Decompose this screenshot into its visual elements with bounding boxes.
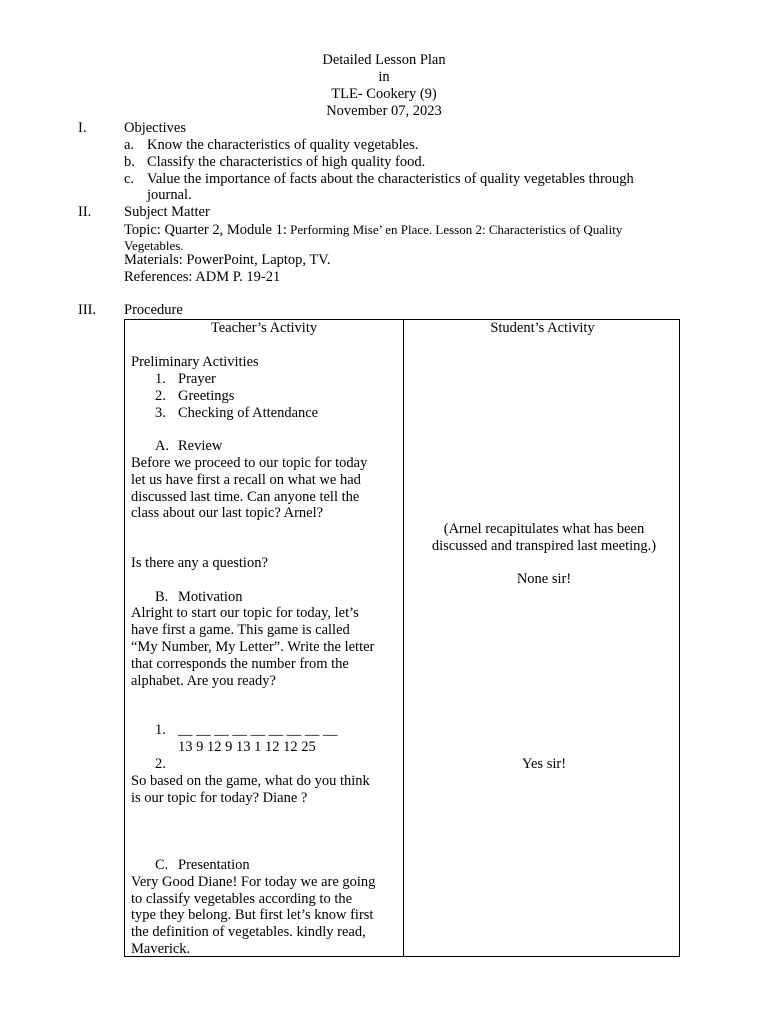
objective-a: Know the characteristics of quality vegetables. bbox=[147, 137, 419, 153]
motivation-text-line-2: have first a game. This game is called bbox=[131, 622, 350, 638]
topic-continued: Vegetables. bbox=[124, 238, 184, 253]
topic-line bbox=[124, 221, 622, 239]
student-response-arnel-line-1: (Arnel recapitulates what has been bbox=[443, 521, 645, 537]
motivation-heading: Motivation bbox=[178, 589, 243, 605]
materials-line: Materials: PowerPoint, Laptop, TV. bbox=[124, 252, 331, 268]
section-numeral-3: III. bbox=[78, 302, 97, 318]
motivation-text-line-5: alphabet. Are you ready? bbox=[131, 673, 276, 689]
objective-c-continued: journal. bbox=[147, 187, 192, 203]
student-activity-header: Student’s Activity bbox=[490, 320, 595, 336]
objective-marker-c: c. bbox=[124, 171, 135, 187]
lesson-date: November 07, 2023 bbox=[326, 103, 442, 119]
objective-marker-a: a. bbox=[124, 137, 135, 153]
review-heading: Review bbox=[178, 438, 223, 454]
student-response-yes: Yes sir! bbox=[521, 756, 567, 772]
procedure-heading: Procedure bbox=[124, 302, 183, 318]
prelim-item-attendance: Checking of Attendance bbox=[178, 405, 319, 421]
motivation-text-line-4: that corresponds the number from the bbox=[131, 656, 349, 672]
game-item-2-marker: 2. bbox=[155, 756, 166, 772]
subject-title: TLE- Cookery (9) bbox=[331, 86, 437, 102]
presentation-text-line-3: type they belong. But first let’s know first bbox=[131, 907, 374, 923]
student-response-arnel-line-2: discussed and transpired last meeting.) bbox=[431, 538, 657, 554]
student-response-none: None sir! bbox=[516, 571, 572, 587]
prelim-number-3: 3. bbox=[155, 405, 166, 421]
topic-text: Performing Mise’ en Place. Lesson 2: Characteristics of Quality bbox=[286, 222, 623, 237]
presentation-text-line-2: to classify vegetables according to the bbox=[131, 891, 353, 907]
review-text-line-3: discussed last time. Can anyone tell the bbox=[131, 489, 360, 505]
prelim-item-greetings: Greetings bbox=[178, 388, 235, 404]
review-text-line-4: class about our last topic? Arnel? bbox=[131, 505, 324, 521]
section-numeral-1: I. bbox=[78, 120, 87, 136]
motivation-text-line-1: Alright to start our topic for today, let’s bbox=[131, 605, 359, 621]
objectives-heading: Objectives bbox=[124, 120, 187, 136]
teacher-activity-header: Teacher’s Activity bbox=[210, 320, 318, 336]
topic-question-line-1: So based on the game, what do you think bbox=[131, 773, 370, 789]
question-prompt: Is there any a question? bbox=[131, 555, 268, 571]
objective-b: Classify the characteristics of high quality food. bbox=[147, 154, 426, 170]
subject-matter-heading: Subject Matter bbox=[124, 204, 210, 220]
section-numeral-2: II. bbox=[78, 204, 92, 220]
title-in: in bbox=[378, 69, 390, 85]
motivation-marker: B. bbox=[155, 589, 169, 605]
motivation-text-line-3: “My Number, My Letter”. Write the letter bbox=[131, 639, 375, 655]
document-title: Detailed Lesson Plan bbox=[322, 52, 446, 68]
presentation-text-line-4: the definition of vegetables. kindly read, bbox=[131, 924, 366, 940]
presentation-text-line-1: Very Good Diane! For today we are going bbox=[131, 874, 376, 890]
objective-c: Value the importance of facts about the characteristics of quality vegetables through bbox=[147, 171, 634, 187]
prelim-number-2: 2. bbox=[155, 388, 166, 404]
review-marker: A. bbox=[155, 438, 170, 454]
references-line: References: ADM P. 19-21 bbox=[124, 269, 281, 285]
presentation-text-line-5: Maverick. bbox=[131, 941, 191, 957]
procedure-table bbox=[124, 319, 680, 957]
topic-question-line-2: is our topic for today? Diane ? bbox=[131, 790, 308, 806]
preliminary-activities-heading: Preliminary Activities bbox=[131, 354, 259, 370]
review-text-line-2: let us have first a recall on what we had bbox=[131, 472, 361, 488]
objective-marker-b: b. bbox=[124, 154, 135, 170]
review-text-line-1: Before we proceed to our topic for today bbox=[131, 455, 368, 471]
game-item-1-marker: 1. bbox=[155, 722, 166, 738]
game-blanks: __ __ __ __ __ __ __ __ __ bbox=[178, 722, 338, 738]
presentation-marker: C. bbox=[155, 857, 169, 873]
presentation-heading: Presentation bbox=[178, 857, 250, 873]
prelim-item-prayer: Prayer bbox=[178, 371, 216, 387]
game-numbers: 13 9 12 9 13 1 12 12 25 bbox=[178, 739, 316, 755]
prelim-number-1: 1. bbox=[155, 371, 166, 387]
topic-label: Topic: Quarter 2, Module 1: bbox=[124, 222, 287, 238]
column-divider bbox=[403, 320, 404, 956]
